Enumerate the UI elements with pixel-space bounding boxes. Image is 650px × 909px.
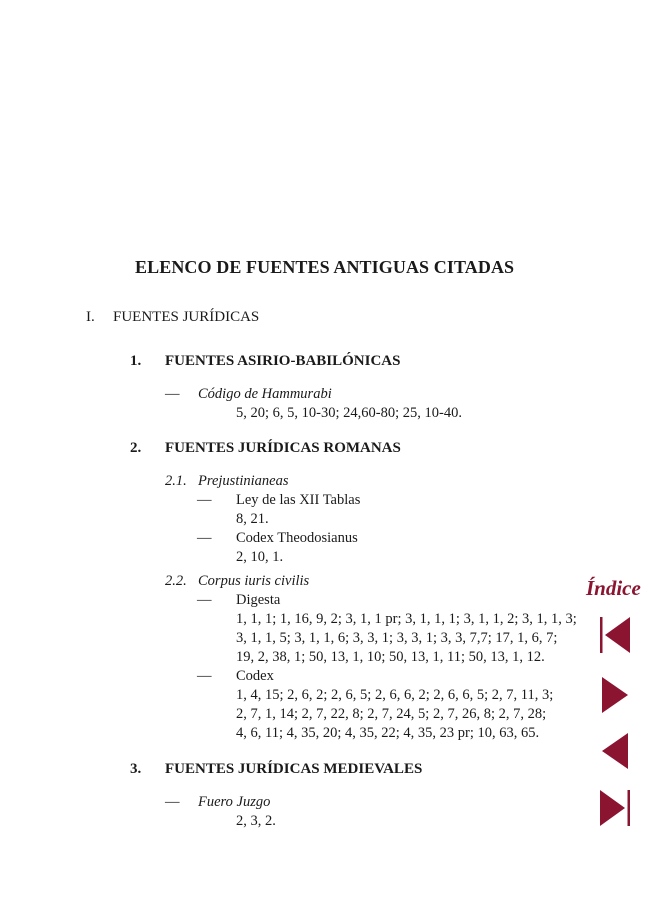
- source-refs: 8, 21.: [236, 511, 269, 527]
- source-name: Codex: [236, 668, 274, 684]
- subsection-label: Corpus iuris civilis: [198, 573, 310, 589]
- source-name: Ley de las XII Tablas: [236, 492, 361, 508]
- entry-dash: —: [197, 668, 212, 684]
- entry-dash: —: [197, 592, 212, 608]
- entry-dash: —: [197, 530, 212, 546]
- index-link[interactable]: Índice: [586, 576, 641, 600]
- section-heading: FUENTES ASIRIO-BABILÓNICAS: [165, 353, 401, 369]
- entry-dash: —: [197, 492, 212, 508]
- part-number: I.: [86, 309, 95, 325]
- source-name: Codex Theodosianus: [236, 530, 358, 546]
- section-number: 3.: [130, 761, 142, 777]
- entry-dash: —: [165, 794, 180, 810]
- source-name: Código de Hammurabi: [198, 386, 332, 402]
- section-heading: FUENTES JURÍDICAS MEDIEVALES: [165, 761, 423, 777]
- source-name: Fuero Juzgo: [198, 794, 271, 810]
- source-refs: 19, 2, 38, 1; 50, 13, 1, 10; 50, 13, 1, 11; 50, 13, 1, 12.: [236, 649, 545, 665]
- previous-page-icon[interactable]: [600, 732, 630, 770]
- section-heading: FUENTES JURÍDICAS ROMANAS: [165, 440, 401, 456]
- source-refs: 1, 4, 15; 2, 6, 2; 2, 6, 5; 2, 6, 6, 2; 2, 6, 6, 5; 2, 7, 11, 3;: [236, 687, 554, 703]
- section-number: 2.: [130, 440, 142, 456]
- first-page-icon[interactable]: [598, 616, 632, 654]
- page-title: ELENCO DE FUENTES ANTIGUAS CITADAS: [135, 257, 515, 277]
- last-page-icon[interactable]: [598, 789, 632, 827]
- next-page-icon[interactable]: [600, 676, 630, 714]
- source-refs: 2, 7, 1, 14; 2, 7, 22, 8; 2, 7, 24, 5; 2, 7, 26, 8; 2, 7, 28;: [236, 706, 547, 722]
- source-refs: 1, 1, 1; 1, 16, 9, 2; 3, 1, 1 pr; 3, 1, 1, 1; 3, 1, 1, 2; 3, 1, 1, 3;: [236, 611, 577, 627]
- entry-dash: —: [165, 386, 180, 402]
- subsection-label: Prejustinianeas: [198, 473, 289, 489]
- source-refs: 2, 3, 2.: [236, 813, 276, 829]
- source-refs: 2, 10, 1.: [236, 549, 284, 565]
- part-label: FUENTES JURÍDICAS: [113, 309, 260, 325]
- source-refs: 4, 6, 11; 4, 35, 20; 4, 35, 22; 4, 35, 23 pr; 10, 63, 65.: [236, 725, 540, 741]
- subsection-number: 2.2.: [165, 573, 187, 589]
- source-refs: 3, 1, 1, 5; 3, 1, 1, 6; 3, 3, 1; 3, 3, 1; 3, 3, 7,7; 17, 1, 6, 7;: [236, 630, 558, 646]
- section-number: 1.: [130, 353, 142, 369]
- source-refs: 5, 20; 6, 5, 10-30; 24,60-80; 25, 10-40.: [236, 405, 462, 421]
- source-name: Digesta: [236, 592, 281, 608]
- subsection-number: 2.1.: [165, 473, 187, 489]
